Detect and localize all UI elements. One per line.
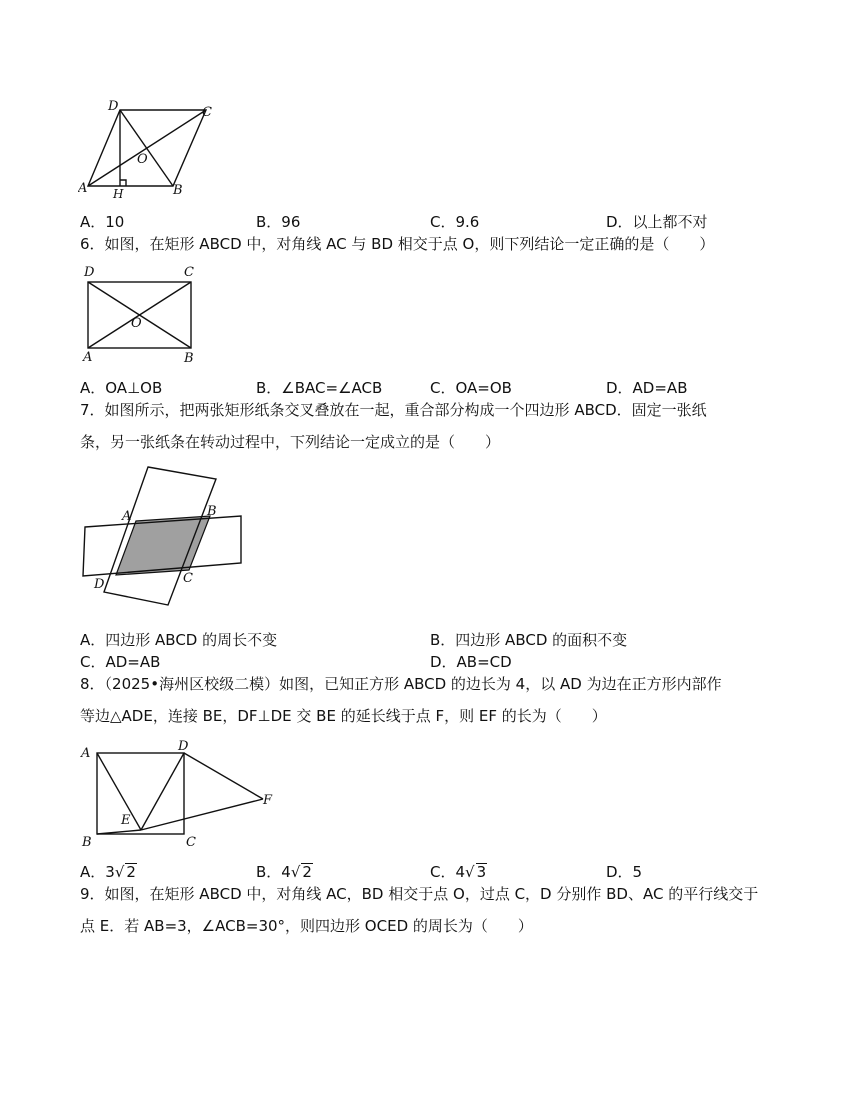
q5-label-h: H	[113, 187, 124, 200]
q7-label-b: B	[207, 504, 217, 519]
q8-label-a: A	[81, 746, 91, 761]
q7-option-a[interactable]: A．四边形 ABCD 的周长不变	[80, 631, 278, 649]
q8-option-c-radicand: 3	[476, 863, 487, 881]
q8-option-a-prefix: A．3	[80, 863, 115, 881]
q5-label-b: B	[173, 183, 183, 198]
q8-option-a-radicand: 2	[126, 863, 136, 881]
q5-option-a[interactable]: A．10	[80, 213, 125, 231]
q8-option-b-radicand: 2	[302, 863, 312, 881]
q9-stem-line2: 点 E．若 AB=3，∠ACB=30°，则四边形 OCED 的周长为（ ）	[80, 917, 533, 935]
q8-stem-line1: 8．（2025•海州区校级二模）如图，已知正方形 ABCD 的边长为 4，以 AD 为边在正方形内部作	[80, 675, 722, 693]
q8-option-a[interactable]	[80, 862, 137, 882]
q8-label-b: B	[82, 835, 92, 850]
q8-label-d: D	[178, 739, 189, 754]
q6-label-o: O	[131, 316, 142, 331]
q6-label-c: C	[184, 265, 194, 280]
q8-option-c[interactable]	[430, 862, 487, 882]
q5-option-d[interactable]: D．以上都不对	[606, 213, 708, 231]
q5-label-o: O	[137, 152, 148, 167]
q6-option-a[interactable]: A．OA⊥OB	[80, 379, 163, 397]
q5-label-c: C	[202, 105, 212, 120]
q8-option-b-prefix: B．4	[256, 863, 291, 881]
q7-label-c: C	[183, 571, 193, 586]
sqrt-icon: √	[465, 863, 475, 881]
q8-stem-line2: 等边△ADE，连接 BE，DF⊥DE 交 BE 的延长线于点 F，则 EF 的长为（ ）	[80, 707, 607, 725]
q6-label-b: B	[184, 351, 194, 366]
q7-option-b[interactable]: B．四边形 ABCD 的面积不变	[430, 631, 628, 649]
q8-label-f: F	[263, 793, 273, 808]
q6-option-d[interactable]: D．AD=AB	[606, 379, 688, 397]
q8-figure	[78, 738, 278, 850]
sqrt-icon: √	[114, 863, 125, 881]
q8-label-c: C	[186, 835, 196, 850]
q7-option-d[interactable]: D．AB=CD	[430, 653, 512, 671]
q5-label-d: D	[108, 99, 119, 114]
q8-label-e: E	[121, 813, 131, 828]
q5-label-a: A	[78, 181, 88, 196]
sqrt-icon: √	[290, 863, 301, 881]
q7-label-d: D	[94, 577, 105, 592]
q8-option-c-prefix: C．4	[430, 863, 466, 881]
q7-label-a: A	[122, 509, 132, 524]
q7-figure	[78, 462, 246, 610]
q6-option-c[interactable]: C．OA=OB	[430, 379, 512, 397]
q6-figure	[80, 262, 200, 366]
q5-option-c[interactable]: C．9.6	[430, 213, 480, 231]
q7-option-c[interactable]: C．AD=AB	[80, 653, 161, 671]
q5-option-b[interactable]: B．96	[256, 213, 301, 231]
q6-label-d: D	[84, 265, 95, 280]
q6-stem: 6．如图，在矩形 ABCD 中，对角线 AC 与 BD 相交于点 O，则下列结论一定正确的是（ ）	[80, 235, 715, 253]
q7-stem-line2: 条，另一张纸条在转动过程中，下列结论一定成立的是（ ）	[80, 433, 501, 451]
q9-stem-line1: 9．如图，在矩形 ABCD 中，对角线 AC，BD 相交于点 O，过点 C，D 分别作 BD、AC 的平行线交于	[80, 885, 759, 903]
q7-stem-line1: 7．如图所示，把两张矩形纸条交叉叠放在一起，重合部分构成一个四边形 ABCD．固定一张纸	[80, 401, 707, 419]
q8-option-d[interactable]: D．5	[606, 863, 643, 881]
q5-figure	[78, 98, 228, 200]
q8-option-b[interactable]	[256, 862, 313, 882]
q6-label-a: A	[83, 350, 93, 365]
q6-option-b[interactable]: B．∠BAC=∠ACB	[256, 379, 383, 397]
